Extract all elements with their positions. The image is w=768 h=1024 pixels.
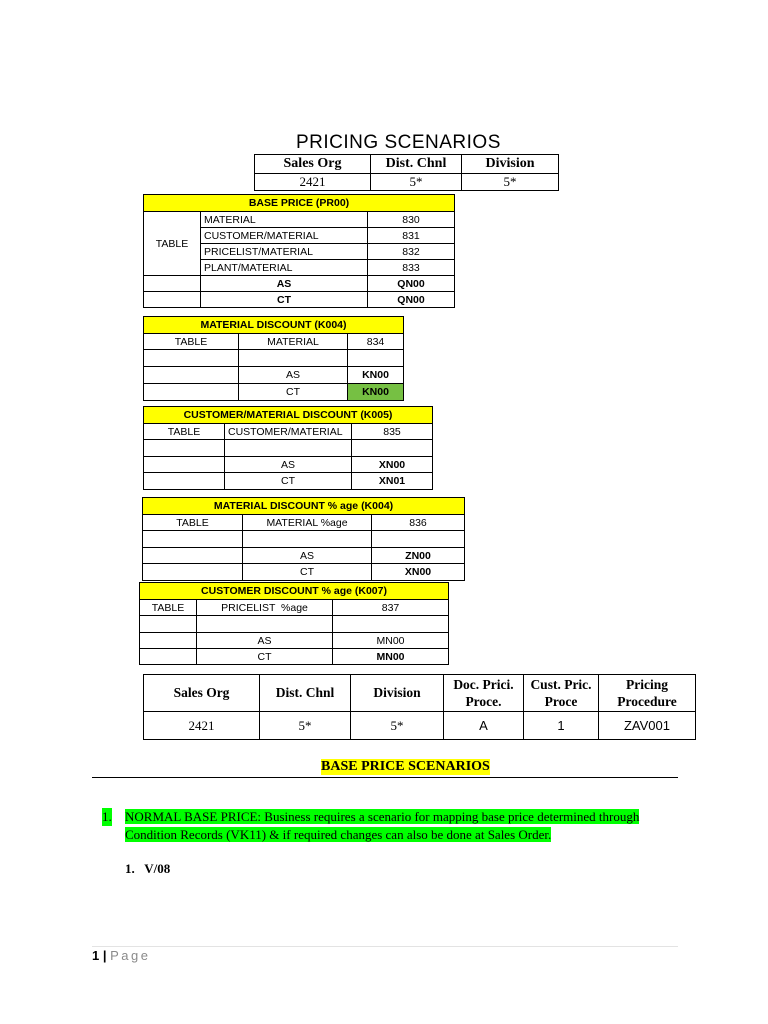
value-dist-chnl: 5* (260, 712, 351, 740)
as-label: AS (225, 457, 352, 473)
empty-cell (143, 531, 243, 548)
empty-cell (225, 440, 352, 457)
key-label: MATERIAL (239, 334, 348, 350)
empty-cell (143, 548, 243, 564)
key-value: 837 (333, 600, 449, 616)
base-price-header: BASE PRICE (PR00) (144, 195, 455, 212)
empty-cell (144, 350, 239, 367)
row-value: 833 (368, 260, 455, 276)
table-label: TABLE (143, 515, 243, 531)
as-value: MN00 (333, 633, 449, 649)
value-division: 5* (462, 174, 559, 191)
header-dist-chnl: Dist. Chnl (260, 675, 351, 712)
table-label: TABLE (144, 334, 239, 350)
empty-cell (243, 531, 372, 548)
section-title: BASE PRICE SCENARIOS (321, 759, 490, 774)
empty-cell (144, 384, 239, 401)
empty-cell (144, 457, 225, 473)
row-value: 830 (368, 212, 455, 228)
ct-label: CT (243, 564, 372, 581)
header-pricing-procedure: Pricing Procedure (599, 675, 696, 712)
empty-cell (372, 531, 465, 548)
empty-cell (144, 367, 239, 384)
header-dist-chnl: Dist. Chnl (371, 155, 462, 174)
empty-cell (348, 350, 404, 367)
header-division: Division (462, 155, 559, 174)
list-item-text: NORMAL BASE PRICE: Business requires a scenario for mapping base price determined through Condition Records (VK11) & if required changes can also be done at Sales Order. (125, 809, 640, 842)
value-doc-pricing-procedure: A (444, 712, 524, 740)
header-cust-pricing-procedure: Cust. Pric. Proce (524, 675, 599, 712)
as-value: KN00 (348, 367, 404, 384)
sales-org-table (254, 154, 559, 191)
as-value: XN00 (352, 457, 433, 473)
empty-cell (333, 616, 449, 633)
value-sales-org: 2421 (144, 712, 260, 740)
base-price-table (143, 194, 455, 308)
material-discount-pct-table (142, 497, 465, 581)
value-dist-chnl: 5* (371, 174, 462, 191)
material-discount-table (143, 316, 404, 401)
key-label: PRICELIST %age (197, 600, 333, 616)
ct-value: XN00 (372, 564, 465, 581)
key-value: 834 (348, 334, 404, 350)
empty-cell (239, 350, 348, 367)
footer (92, 948, 151, 963)
empty-cell (144, 440, 225, 457)
list-item-number: 1. (102, 809, 112, 824)
sub-item: 1. V/08 (125, 861, 171, 876)
row-name: PLANT/MATERIAL (201, 260, 368, 276)
row-name: PRICELIST/MATERIAL (201, 244, 368, 260)
key-value: 835 (352, 424, 433, 440)
customer-discount-pct-header: CUSTOMER DISCOUNT % age (K007) (140, 583, 449, 600)
footer-separator: | (102, 948, 107, 963)
as-label: AS (239, 367, 348, 384)
page-number: 1 (92, 948, 100, 963)
customer-material-discount-table (143, 406, 433, 490)
row-name: MATERIAL (201, 212, 368, 228)
as-value: QN00 (368, 276, 455, 292)
empty-cell (140, 649, 197, 665)
footer-divider (92, 946, 678, 947)
empty-cell (140, 616, 197, 633)
header-sales-org: Sales Org (255, 155, 371, 174)
as-label: AS (243, 548, 372, 564)
customer-discount-pct-table (139, 582, 449, 665)
material-discount-header: MATERIAL DISCOUNT (K004) (144, 317, 404, 334)
row-value: 832 (368, 244, 455, 260)
ct-label: CT (239, 384, 348, 401)
value-sales-org: 2421 (255, 174, 371, 191)
as-label: AS (201, 276, 368, 292)
key-label: MATERIAL %age (243, 515, 372, 531)
pricing-procedure-table (143, 674, 696, 740)
empty-cell (352, 440, 433, 457)
value-division: 5* (351, 712, 444, 740)
key-value: 836 (372, 515, 465, 531)
ct-label: CT (225, 473, 352, 490)
as-label: AS (197, 633, 333, 649)
row-name: CUSTOMER/MATERIAL (201, 228, 368, 244)
as-value: ZN00 (372, 548, 465, 564)
row-value: 831 (368, 228, 455, 244)
page-label: Page (110, 948, 151, 963)
empty-cell (143, 564, 243, 581)
value-cust-pricing-procedure: 1 (524, 712, 599, 740)
customer-material-discount-header: CUSTOMER/MATERIAL DISCOUNT (K005) (144, 407, 433, 424)
header-doc-pricing-procedure: Doc. Prici. Proce. (444, 675, 524, 712)
page-title: PRICING SCENARIOS (296, 132, 501, 153)
key-label: CUSTOMER/MATERIAL (225, 424, 352, 440)
empty-cell (197, 616, 333, 633)
empty-cell (144, 292, 201, 308)
ct-value: XN01 (352, 473, 433, 490)
ct-label: CT (201, 292, 368, 308)
ct-value: MN00 (333, 649, 449, 665)
table-label: TABLE (144, 212, 201, 276)
ct-value: QN00 (368, 292, 455, 308)
ct-value: KN00 (348, 384, 404, 401)
empty-cell (144, 276, 201, 292)
table-label: TABLE (144, 424, 225, 440)
table-label: TABLE (140, 600, 197, 616)
empty-cell (144, 473, 225, 490)
header-sales-org: Sales Org (144, 675, 260, 712)
header-division: Division (351, 675, 444, 712)
ct-label: CT (197, 649, 333, 665)
section-divider (92, 777, 678, 778)
value-pricing-procedure: ZAV001 (599, 712, 696, 740)
material-discount-pct-header: MATERIAL DISCOUNT % age (K004) (143, 498, 465, 515)
empty-cell (140, 633, 197, 649)
